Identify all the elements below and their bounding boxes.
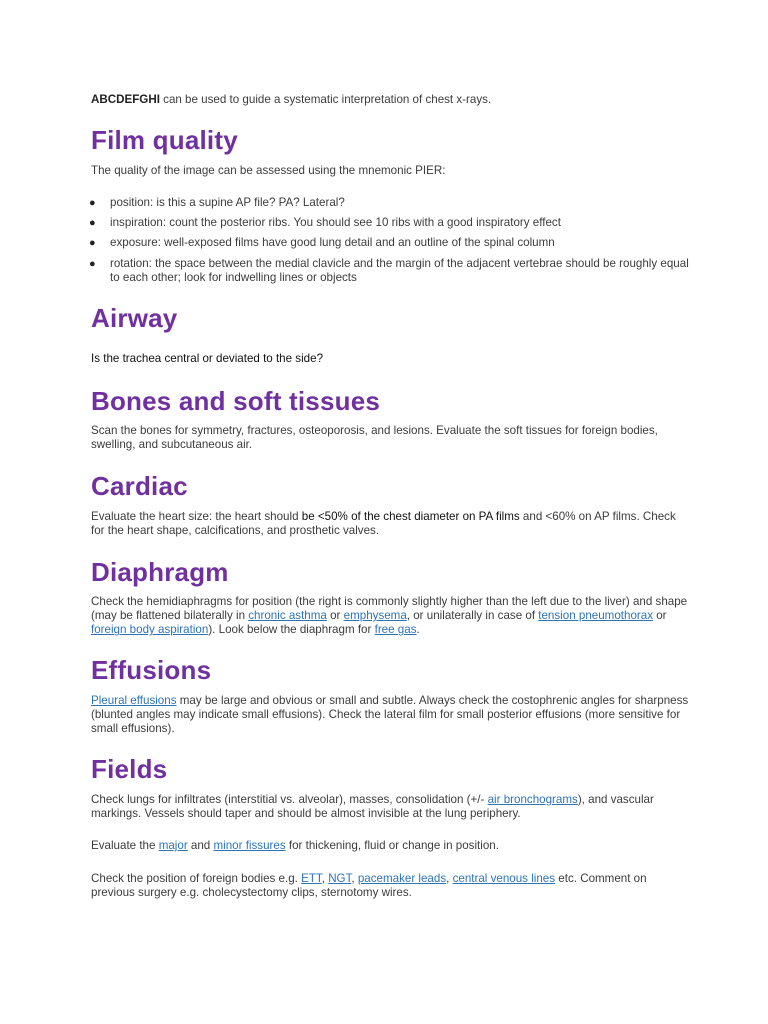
- diaphragm-text: Check the hemidiaphragms for position (the right is commonly slightly higher than the left due to the liver) and shape (may be flattened bilaterally in chronic asthma or emphysema, or unilaterally in case of tension pneumothorax or foreign body aspiration). Look below the diaphragm for free gas.: [91, 595, 688, 637]
- intro-paragraph: [91, 93, 691, 107]
- heading-film-quality: Film quality: [91, 125, 238, 155]
- heading-fields: Fields: [91, 754, 168, 784]
- intro-bold: ABCDEFGHI: [91, 93, 160, 106]
- heading-diaphragm: Diaphragm: [91, 557, 229, 587]
- link-pleural-effusions[interactable]: Pleural effusions: [91, 694, 177, 707]
- link-foreign-body-aspiration[interactable]: foreign body aspiration: [91, 623, 209, 637]
- list-item: ● exposure: well-exposed films have good lung detail and an outline of the spinal column: [89, 236, 555, 250]
- heading-airway: Airway: [91, 303, 178, 333]
- intro-text: can be used to guide a systematic interpretation of chest x-rays.: [159, 93, 492, 106]
- heading-bones: Bones and soft tissues: [91, 386, 381, 416]
- bullet-icon: ●: [89, 217, 96, 230]
- link-minor-fissures[interactable]: minor fissures: [213, 839, 286, 852]
- heading-effusions: Effusions: [91, 655, 212, 685]
- fields-paragraph-2: Evaluate the major and minor fissures for thickening, fluid or change in position.: [91, 839, 499, 852]
- link-major[interactable]: major: [158, 839, 188, 852]
- bullet-icon: ●: [89, 257, 96, 270]
- bullet-icon: ●: [89, 197, 96, 209]
- bullet-icon: ●: [89, 237, 96, 250]
- link-pacemaker-leads[interactable]: pacemaker leads: [357, 872, 447, 885]
- link-ett[interactable]: ETT: [301, 872, 322, 885]
- effusions-text: Pleural effusions may be large and obvious or small and subtle. Always check the costophrenic angles for sharpness (blunted angles may indicate small effusions). Check the lateral film for small posterior effusions (more sensitive for small effusions).: [91, 694, 689, 736]
- bones-text: Scan the bones for symmetry, fractures, osteoporosis, and lesions. Evaluate the soft tissues for foreign bodies, swelling, and subcutaneous air.: [91, 424, 658, 452]
- list-item: ● position: is this a supine AP file? PA? Lateral?: [89, 196, 345, 209]
- film-quality-lead: The quality of the image can be assessed using the mnemonic PIER:: [91, 164, 446, 177]
- list-item: ● rotation: the space between the medial clavicle and the margin of the adjacent vertebrae should be roughly equal to each other; look for indwelling lines or objects: [89, 256, 689, 284]
- link-central-venous-lines[interactable]: central venous lines: [452, 872, 556, 885]
- pier-list: [91, 196, 691, 291]
- airway-text: Is the trachea central or deviated to the side?: [91, 352, 324, 365]
- cardiac-emphasis: be <50% of the chest diameter on PA films: [301, 510, 520, 523]
- cardiac-text: Evaluate the heart size: the heart should be <50% of the chest diameter on PA films and <60% on AP films. Check for the heart shape, calcifications, and prosthetic valves.: [91, 510, 676, 538]
- link-air-bronchograms[interactable]: air bronchograms: [487, 793, 578, 806]
- link-tension-pneumothorax[interactable]: tension pneumothorax: [538, 609, 653, 623]
- list-item: ● inspiration: count the posterior ribs. You should see 10 ribs with a good inspiratory effect: [89, 216, 561, 230]
- link-ngt[interactable]: NGT: [328, 872, 352, 885]
- heading-cardiac: Cardiac: [91, 471, 188, 501]
- link-free-gas[interactable]: free gas: [374, 623, 417, 637]
- link-chronic-asthma[interactable]: chronic asthma: [248, 609, 327, 623]
- fields-paragraph-3: Check the position of foreign bodies e.g. ETT, NGT, pacemaker leads, central venous lines etc. Comment on previous surgery e.g. cholecystectomy clips, sternotomy wires.: [91, 872, 647, 900]
- fields-paragraph-1: Check lungs for infiltrates (interstitial vs. alveolar), masses, consolidation (+/- air bronchograms), and vascular markings. Vessels should taper and should be almost invisible at the lung periphery.: [91, 793, 654, 821]
- link-emphysema[interactable]: emphysema: [343, 609, 407, 623]
